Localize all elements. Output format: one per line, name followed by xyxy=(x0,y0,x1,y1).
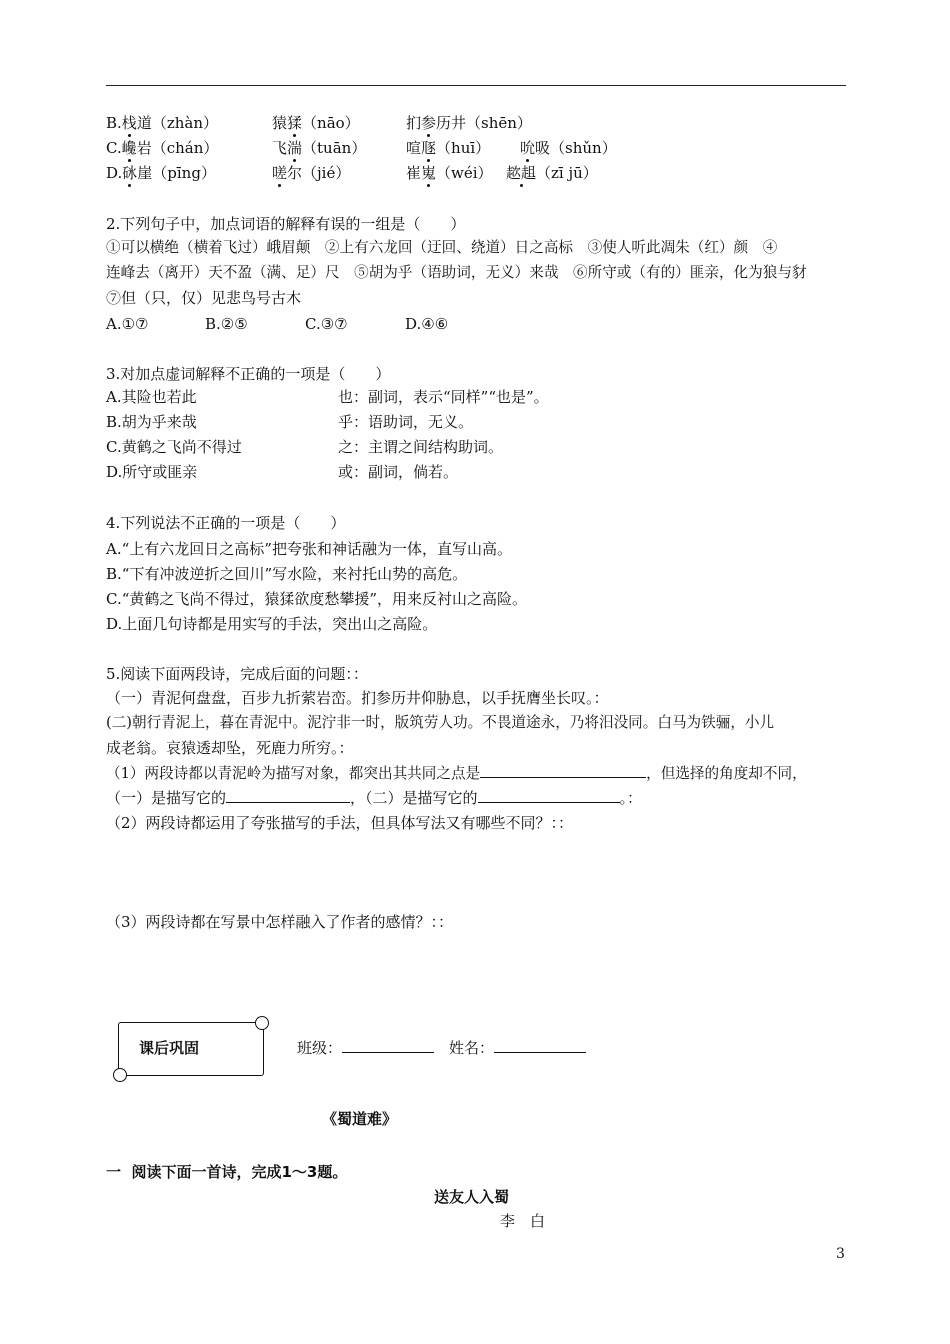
q3-row-c-left: C.黄鹤之飞尚不得过 xyxy=(106,438,242,456)
class-name-fields xyxy=(297,1038,586,1058)
page-number: 3 xyxy=(836,1246,845,1262)
scroll-curl-decoration xyxy=(255,1016,269,1030)
q2-line2: 连峰去（离开）天不盈（满、足）尺 ⑤胡为乎（语助词，无义）来哉 ⑥所守或（有的）匪亲，化为狼与豺 xyxy=(106,264,807,281)
class-label: 班级： xyxy=(297,1039,343,1057)
q2-stem: 2.下列句子中，加点词语的解释有误的一组是（ ） xyxy=(106,215,466,233)
after-class-banner xyxy=(118,1022,264,1076)
q1-option-c3: 喧豗（huī） xyxy=(406,139,491,157)
q3-row-b-right: 乎：语助词，无义。 xyxy=(338,413,474,431)
q3-row-d-left: D.所守或匪亲 xyxy=(106,463,198,481)
q3-stem: 3.对加点虚词解释不正确的一项是（ ） xyxy=(106,365,391,383)
q3-row-b-left: B.胡为乎来哉 xyxy=(106,413,197,431)
q1-option-b1: B.栈道（zhàn） xyxy=(106,114,218,132)
q3-row-a-right: 也：副词，表示“同样”“也是”。 xyxy=(338,388,549,406)
q1-option-b2: 猿猱（nāo） xyxy=(272,114,360,132)
q4-stem: 4.下列说法不正确的一项是（ ） xyxy=(106,514,346,532)
q5-poem2-line2: 成老翁。哀猿透却坠，死鹿力所穷。： xyxy=(106,739,354,757)
q5-poem2-line1: (二)朝行青泥上，暮在青泥中。泥泞非一时，版筑劳人功。不畏道途永，乃将汨没同。白马为铁骊，小儿 xyxy=(106,714,775,731)
class-field[interactable] xyxy=(342,1038,434,1053)
q5-sub1-line2: （一）是描写它的 ，（二）是描写它的 。： xyxy=(106,789,643,807)
q2-option-d: D.④⑥ xyxy=(405,315,449,333)
q2-line1: ①可以横绝（横着飞过）峨眉颠 ②上有六龙回（迂回、绕道）日之高标 ③使人听此凋朱（红）颜 ④ xyxy=(106,239,778,256)
q1-option-d2: 嗟尔（jié） xyxy=(272,164,351,182)
q3-row-d-right: 或：副词，倘若。 xyxy=(338,463,459,481)
section-title: 《蜀道难》 xyxy=(322,1110,398,1128)
answer-blank-angle-1[interactable] xyxy=(226,788,350,803)
poem-title: 送友人入蜀 xyxy=(434,1188,510,1206)
header-rule xyxy=(106,85,846,86)
part1-instruction: 一 阅读下面一首诗，完成1～3题。 xyxy=(106,1163,348,1181)
banner-label: 课后巩固 xyxy=(139,1039,200,1057)
q4-option-b: B.“下有冲波逆折之回川”写水险，来衬托山势的高危。 xyxy=(106,565,468,583)
q1-option-d1: D.砯崖（pīng） xyxy=(106,164,216,182)
q1-option-c4: 吮吸（shǔn） xyxy=(520,139,617,157)
q1-option-c1: C.巉岩（chán） xyxy=(106,139,219,157)
q4-option-c: C.“黄鹤之飞尚不得过，猿猱欲度愁攀援”，用来反衬山之高险。 xyxy=(106,590,528,608)
q1-option-d3: 崔嵬（wéi） xyxy=(406,164,493,182)
poem-author: 李 白 xyxy=(500,1212,546,1230)
name-field[interactable] xyxy=(494,1038,586,1053)
q2-line3: ⑦但（只，仅）见悲鸟号古木 xyxy=(106,289,302,307)
name-label: 姓名： xyxy=(449,1039,495,1057)
q4-option-d: D.上面几句诗都是用实写的手法，突出山之高险。 xyxy=(106,615,438,633)
q3-row-c-right: 之：主谓之间结构助词。 xyxy=(338,438,504,456)
q5-stem: 5.阅读下面两段诗，完成后面的问题：： xyxy=(106,665,368,683)
q4-option-a: A.“上有六龙回日之高标”把夸张和神话融为一体，直写山高。 xyxy=(106,540,512,558)
q2-option-a: A.①⑦ xyxy=(106,315,149,333)
q1-option-c2: 飞湍（tuān） xyxy=(272,139,367,157)
scroll-curl-decoration xyxy=(113,1068,127,1082)
q2-option-b: B.②⑤ xyxy=(205,315,248,333)
answer-blank-angle-2[interactable] xyxy=(478,788,620,803)
q3-row-a-left: A.其险也若此 xyxy=(106,388,197,406)
q5-sub1-line1: （1）两段诗都以青泥岭为描写对象，都突出其共同之点是 ，但选择的角度却不同， xyxy=(106,765,807,782)
q1-option-b3: 扪参历井（shēn） xyxy=(406,114,532,132)
q2-option-c: C.③⑦ xyxy=(305,315,348,333)
q5-sub2: （2）两段诗都运用了夸张描写的手法，但具体写法又有哪些不同？：： xyxy=(106,814,574,832)
answer-blank-common[interactable] xyxy=(480,763,646,778)
q5-sub3: （3）两段诗都在写景中怎样融入了作者的感情？：： xyxy=(106,913,454,931)
q5-poem1: （一）青泥何盘盘，百步九折萦岩峦。扪参历井仰胁息，以手抚膺坐长叹。： xyxy=(106,689,609,707)
q1-option-d4: 趑趄（zī jū） xyxy=(506,164,598,182)
